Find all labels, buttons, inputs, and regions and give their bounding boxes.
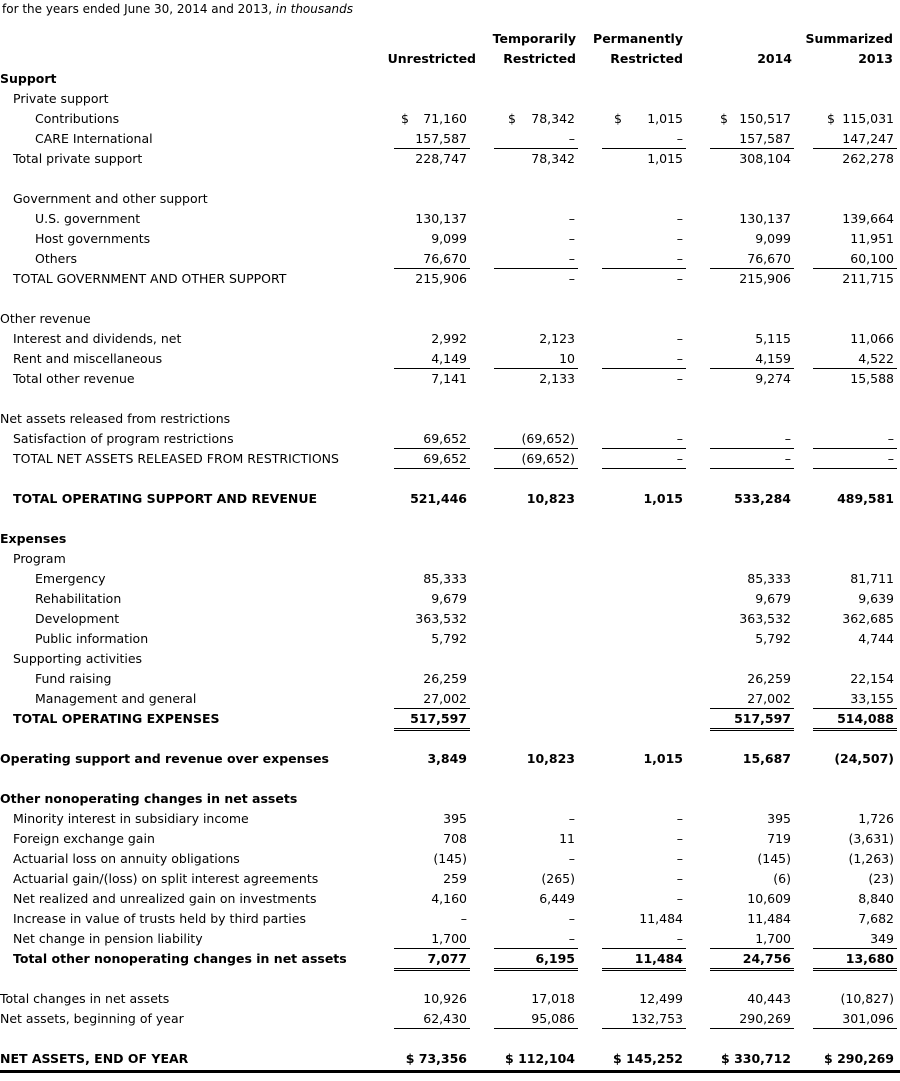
double-underline [494,968,578,971]
table-row [0,869,900,889]
row-value: 211,715 [842,271,894,286]
row-value: 228,747 [415,151,467,166]
row-value: 78,342 [531,151,575,166]
row-value: 9,639 [858,591,894,606]
row-label: Host governments [35,231,151,246]
table-row [0,949,900,969]
dollar-sign: $ [720,111,728,126]
row-value: (6) [773,871,791,886]
row-value: (145) [433,851,467,866]
row-value: 2,133 [539,371,575,386]
row-value: 5,792 [755,631,791,646]
row-value: 10,823 [526,751,575,766]
row-label: Public information [35,631,149,646]
row-value: 10,926 [423,991,467,1006]
row-value: 533,284 [734,491,791,506]
table-row [0,409,900,429]
row-label: Satisfaction of program restrictions [13,431,234,446]
row-label: U.S. government [35,211,141,226]
row-value: – [676,211,683,226]
row-value: (265) [541,871,575,886]
spacer-row [0,509,900,529]
row-value: 33,155 [850,691,894,706]
table-row [0,1009,900,1029]
row-label: Contributions [35,111,120,126]
underline [494,468,578,469]
row-value: – [676,831,683,846]
double-underline [710,728,794,731]
row-value: 3,849 [427,751,467,766]
row-label: Total other revenue [13,371,135,386]
row-value: 69,652 [423,451,467,466]
row-value: 11,484 [634,951,683,966]
row-value: 4,522 [858,351,894,366]
underline [813,368,897,369]
end-rule [0,1070,900,1073]
table-row [0,249,900,269]
row-value: – [568,811,575,826]
row-value: 7,141 [431,371,467,386]
underline [394,468,470,469]
row-label: Net assets released from restrictions [0,411,231,426]
row-value: $ 145,252 [613,1051,683,1066]
row-label: Rehabilitation [35,591,122,606]
underline [494,448,578,449]
row-value: – [568,251,575,266]
row-value: 308,104 [739,151,791,166]
row-value: – [676,851,683,866]
double-underline [394,728,470,731]
row-value: 2,123 [539,331,575,346]
row-value: 62,430 [423,1011,467,1026]
row-value: 6,449 [539,891,575,906]
table-row [0,809,900,829]
underline [602,148,686,149]
row-value: 85,333 [747,571,791,586]
dollar-sign: $ [827,111,835,126]
row-value: – [887,431,894,446]
row-value: (10,827) [840,991,894,1006]
row-value: $ 112,104 [505,1051,575,1066]
row-value: 11 [559,831,575,846]
table-row [0,649,900,669]
row-value: – [676,231,683,246]
underline [813,268,897,269]
row-label: Support [0,71,57,86]
row-value: 95,086 [531,1011,575,1026]
row-label: Actuarial gain/(loss) on split interest agreements [13,871,319,886]
row-label: Rent and miscellaneous [13,351,163,366]
row-value: 363,532 [415,611,467,626]
row-value: 78,342 [531,111,575,126]
underline [602,468,686,469]
table-row [0,269,900,289]
spacer-row [0,469,900,489]
row-label: Emergency [35,571,106,586]
row-label: Private support [13,91,109,106]
table-row [0,429,900,449]
underline [710,368,794,369]
row-value: 9,274 [755,371,791,386]
row-value: 1,015 [647,111,683,126]
row-value: 2,992 [431,331,467,346]
table-row [0,989,900,1009]
underline [813,708,897,709]
row-value: 69,652 [423,431,467,446]
row-value: – [568,271,575,286]
row-value: 262,278 [842,151,894,166]
row-value: – [676,931,683,946]
row-value: 517,597 [734,711,791,726]
table-row [0,189,900,209]
row-value: 11,484 [639,911,683,926]
row-value: 9,099 [755,231,791,246]
row-value: 215,906 [415,271,467,286]
row-value: 1,015 [643,491,683,506]
table-row [0,609,900,629]
row-value: 150,517 [739,111,791,126]
row-label: Other nonoperating changes in net assets [0,791,298,806]
row-label: Expenses [0,531,67,546]
table-row [0,69,900,89]
row-value: 521,446 [410,491,467,506]
row-value: 489,581 [837,491,894,506]
row-value: 11,484 [747,911,791,926]
row-value: – [887,451,894,466]
row-value: – [568,131,575,146]
row-label: TOTAL NET ASSETS RELEASED FROM RESTRICTIONS [13,451,339,466]
row-value: 71,160 [423,111,467,126]
row-value: 85,333 [423,571,467,586]
underline [813,1028,897,1029]
row-value: 362,685 [842,611,894,626]
row-value: – [784,451,791,466]
underline [710,148,794,149]
row-value: – [676,811,683,826]
row-value: 76,670 [747,251,791,266]
row-value: 157,587 [739,131,791,146]
row-value: 9,679 [755,591,791,606]
spacer-row [0,389,900,409]
double-underline [813,728,897,731]
row-value: 9,099 [431,231,467,246]
row-value: 26,259 [423,671,467,686]
underline [394,368,470,369]
table-row [0,309,900,329]
table-row [0,629,900,649]
table-row [0,229,900,249]
spacer-row [0,969,900,989]
row-value: – [676,891,683,906]
row-label: NET ASSETS, END OF YEAR [0,1051,189,1066]
row-label: Interest and dividends, net [13,331,182,346]
row-label: TOTAL OPERATING SUPPORT AND REVENUE [13,491,318,506]
row-value: 290,269 [739,1011,791,1026]
row-value: 719 [767,831,791,846]
row-value: 12,499 [639,991,683,1006]
row-value: 514,088 [837,711,894,726]
row-value: – [568,851,575,866]
row-label: Net change in pension liability [13,931,203,946]
col-header-2014: 2014 [757,51,792,66]
table-row [0,109,900,129]
row-value: 4,160 [431,891,467,906]
row-value: – [568,931,575,946]
row-label: Development [35,611,120,626]
row-value: 27,002 [423,691,467,706]
row-value: 10 [559,351,575,366]
row-value: $ 73,356 [405,1051,467,1066]
row-value: 11,951 [850,231,894,246]
row-value: 301,096 [842,1011,894,1026]
row-value: 708 [443,831,467,846]
underline [813,448,897,449]
table-row [0,529,900,549]
underline [710,1028,794,1029]
spacer-row [0,729,900,749]
double-underline [602,968,686,971]
underline [394,268,470,269]
underline [494,1028,578,1029]
underline [710,708,794,709]
row-label: Program [13,551,66,566]
caption-text: for the years ended June 30, 2014 and 2013, [2,2,273,16]
col-header-2013: Summarized 2013 [805,31,893,66]
row-value: 15,687 [742,751,791,766]
row-value: (145) [757,851,791,866]
row-value: 9,679 [431,591,467,606]
row-value: 15,588 [850,371,894,386]
table-row [0,749,900,769]
row-value: 132,753 [631,1011,683,1026]
row-value: $ 290,269 [824,1051,894,1066]
row-value: 11,066 [850,331,894,346]
row-value: – [676,431,683,446]
underline [494,368,578,369]
underline [710,468,794,469]
row-value: 147,247 [842,131,894,146]
underline [602,948,686,949]
row-value: 259 [443,871,467,886]
row-label: Other revenue [0,311,91,326]
dollar-sign: $ [401,111,409,126]
spacer-row [0,289,900,309]
underline [394,708,470,709]
row-value: – [676,371,683,386]
row-value: 10,823 [526,491,575,506]
statement-caption [2,2,353,16]
row-label: Total other nonoperating changes in net assets [13,951,347,966]
row-label: Operating support and revenue over expenses [0,751,329,766]
row-label: TOTAL OPERATING EXPENSES [13,711,220,726]
double-underline [710,968,794,971]
table-row [0,149,900,169]
row-value: (69,652) [521,451,575,466]
table-row [0,349,900,369]
row-label: Total private support [13,151,143,166]
row-label: Net assets, beginning of year [0,1011,184,1026]
row-value: – [676,271,683,286]
col-header-permanently-restricted: Permanently Restricted [593,31,683,66]
underline [602,368,686,369]
underline [813,148,897,149]
row-value: 157,587 [415,131,467,146]
table-row [0,449,900,469]
dollar-sign: $ [508,111,516,126]
row-value: 7,077 [427,951,467,966]
underline [494,148,578,149]
row-value: 4,744 [858,631,894,646]
row-value: (69,652) [521,431,575,446]
row-value: – [568,911,575,926]
row-label: Fund raising [35,671,112,686]
row-value: – [568,231,575,246]
row-value: – [676,451,683,466]
row-value: 1,700 [431,931,467,946]
col-header-temporarily-restricted: Temporarily Restricted [492,31,576,66]
table-row [0,129,900,149]
table-row [0,829,900,849]
table-row [0,589,900,609]
row-value: 22,154 [850,671,894,686]
row-value: 81,711 [850,571,894,586]
table-row [0,209,900,229]
underline [394,148,470,149]
row-label: Supporting activities [13,651,143,666]
row-value: – [676,351,683,366]
underline [494,948,578,949]
row-value: 13,680 [845,951,894,966]
row-value: 4,159 [755,351,791,366]
underline [710,268,794,269]
row-value: – [676,871,683,886]
row-value: 115,031 [842,111,894,126]
row-value: 1,700 [755,931,791,946]
row-value: 1,015 [643,751,683,766]
row-value: 215,906 [739,271,791,286]
underline [710,948,794,949]
underline [494,268,578,269]
row-value: (23) [868,871,894,886]
spacer-row [0,1029,900,1049]
row-value: – [676,251,683,266]
underline [710,448,794,449]
spacer-row [0,769,900,789]
row-value: 27,002 [747,691,791,706]
row-value: 8,840 [858,891,894,906]
row-value: – [676,131,683,146]
double-underline [394,968,470,971]
row-value: 26,259 [747,671,791,686]
row-value: 1,015 [647,151,683,166]
row-value: 7,682 [858,911,894,926]
table-row [0,929,900,949]
table-row [0,909,900,929]
row-value: 363,532 [739,611,791,626]
row-label: Foreign exchange gain [13,831,155,846]
underline [813,468,897,469]
underline [602,1028,686,1029]
table-row [0,489,900,509]
dollar-sign: $ [614,111,622,126]
row-value: 395 [443,811,467,826]
row-value: 349 [870,931,894,946]
row-value: 76,670 [423,251,467,266]
row-value: (3,631) [848,831,894,846]
row-value: 5,115 [755,331,791,346]
row-value: 6,195 [535,951,575,966]
underline [394,448,470,449]
table-row [0,849,900,869]
row-value: 130,137 [415,211,467,226]
row-label: Total changes in net assets [0,991,170,1006]
row-label: Increase in value of trusts held by third parties [13,911,306,926]
row-value: 4,149 [431,351,467,366]
row-value: – [784,431,791,446]
row-value: – [676,331,683,346]
table-row [0,789,900,809]
underline [394,948,470,949]
table-row [0,669,900,689]
row-value: 130,137 [739,211,791,226]
row-value: 24,756 [742,951,791,966]
table-row [0,1049,900,1069]
row-value: 1,726 [858,811,894,826]
underline [602,448,686,449]
table-row [0,709,900,729]
row-value: $ 330,712 [721,1051,791,1066]
row-label: CARE International [35,131,153,146]
row-label: Net realized and unrealized gain on investments [13,891,317,906]
row-value: – [568,211,575,226]
table-row [0,89,900,109]
underline [813,948,897,949]
row-label: Government and other support [13,191,208,206]
table-row [0,329,900,349]
double-underline [813,968,897,971]
caption-units: in thousands [275,2,353,16]
col-header-unrestricted: Unrestricted [387,51,476,66]
table-row [0,889,900,909]
row-value: 395 [767,811,791,826]
row-value: 40,443 [747,991,791,1006]
row-value: 517,597 [410,711,467,726]
row-value: 10,609 [747,891,791,906]
table-row [0,569,900,589]
row-value: 17,018 [531,991,575,1006]
row-label: Others [35,251,78,266]
row-value: 5,792 [431,631,467,646]
row-label: TOTAL GOVERNMENT AND OTHER SUPPORT [13,271,287,286]
row-label: Actuarial loss on annuity obligations [13,851,240,866]
table-row [0,689,900,709]
underline [602,268,686,269]
row-value: 60,100 [850,251,894,266]
table-row [0,369,900,389]
row-value: (24,507) [834,751,894,766]
underline [394,1028,470,1029]
row-value: (1,263) [848,851,894,866]
spacer-row [0,169,900,189]
table-row [0,549,900,569]
row-label: Management and general [35,691,197,706]
row-value: 139,664 [842,211,894,226]
row-value: – [460,911,467,926]
row-label: Minority interest in subsidiary income [13,811,249,826]
